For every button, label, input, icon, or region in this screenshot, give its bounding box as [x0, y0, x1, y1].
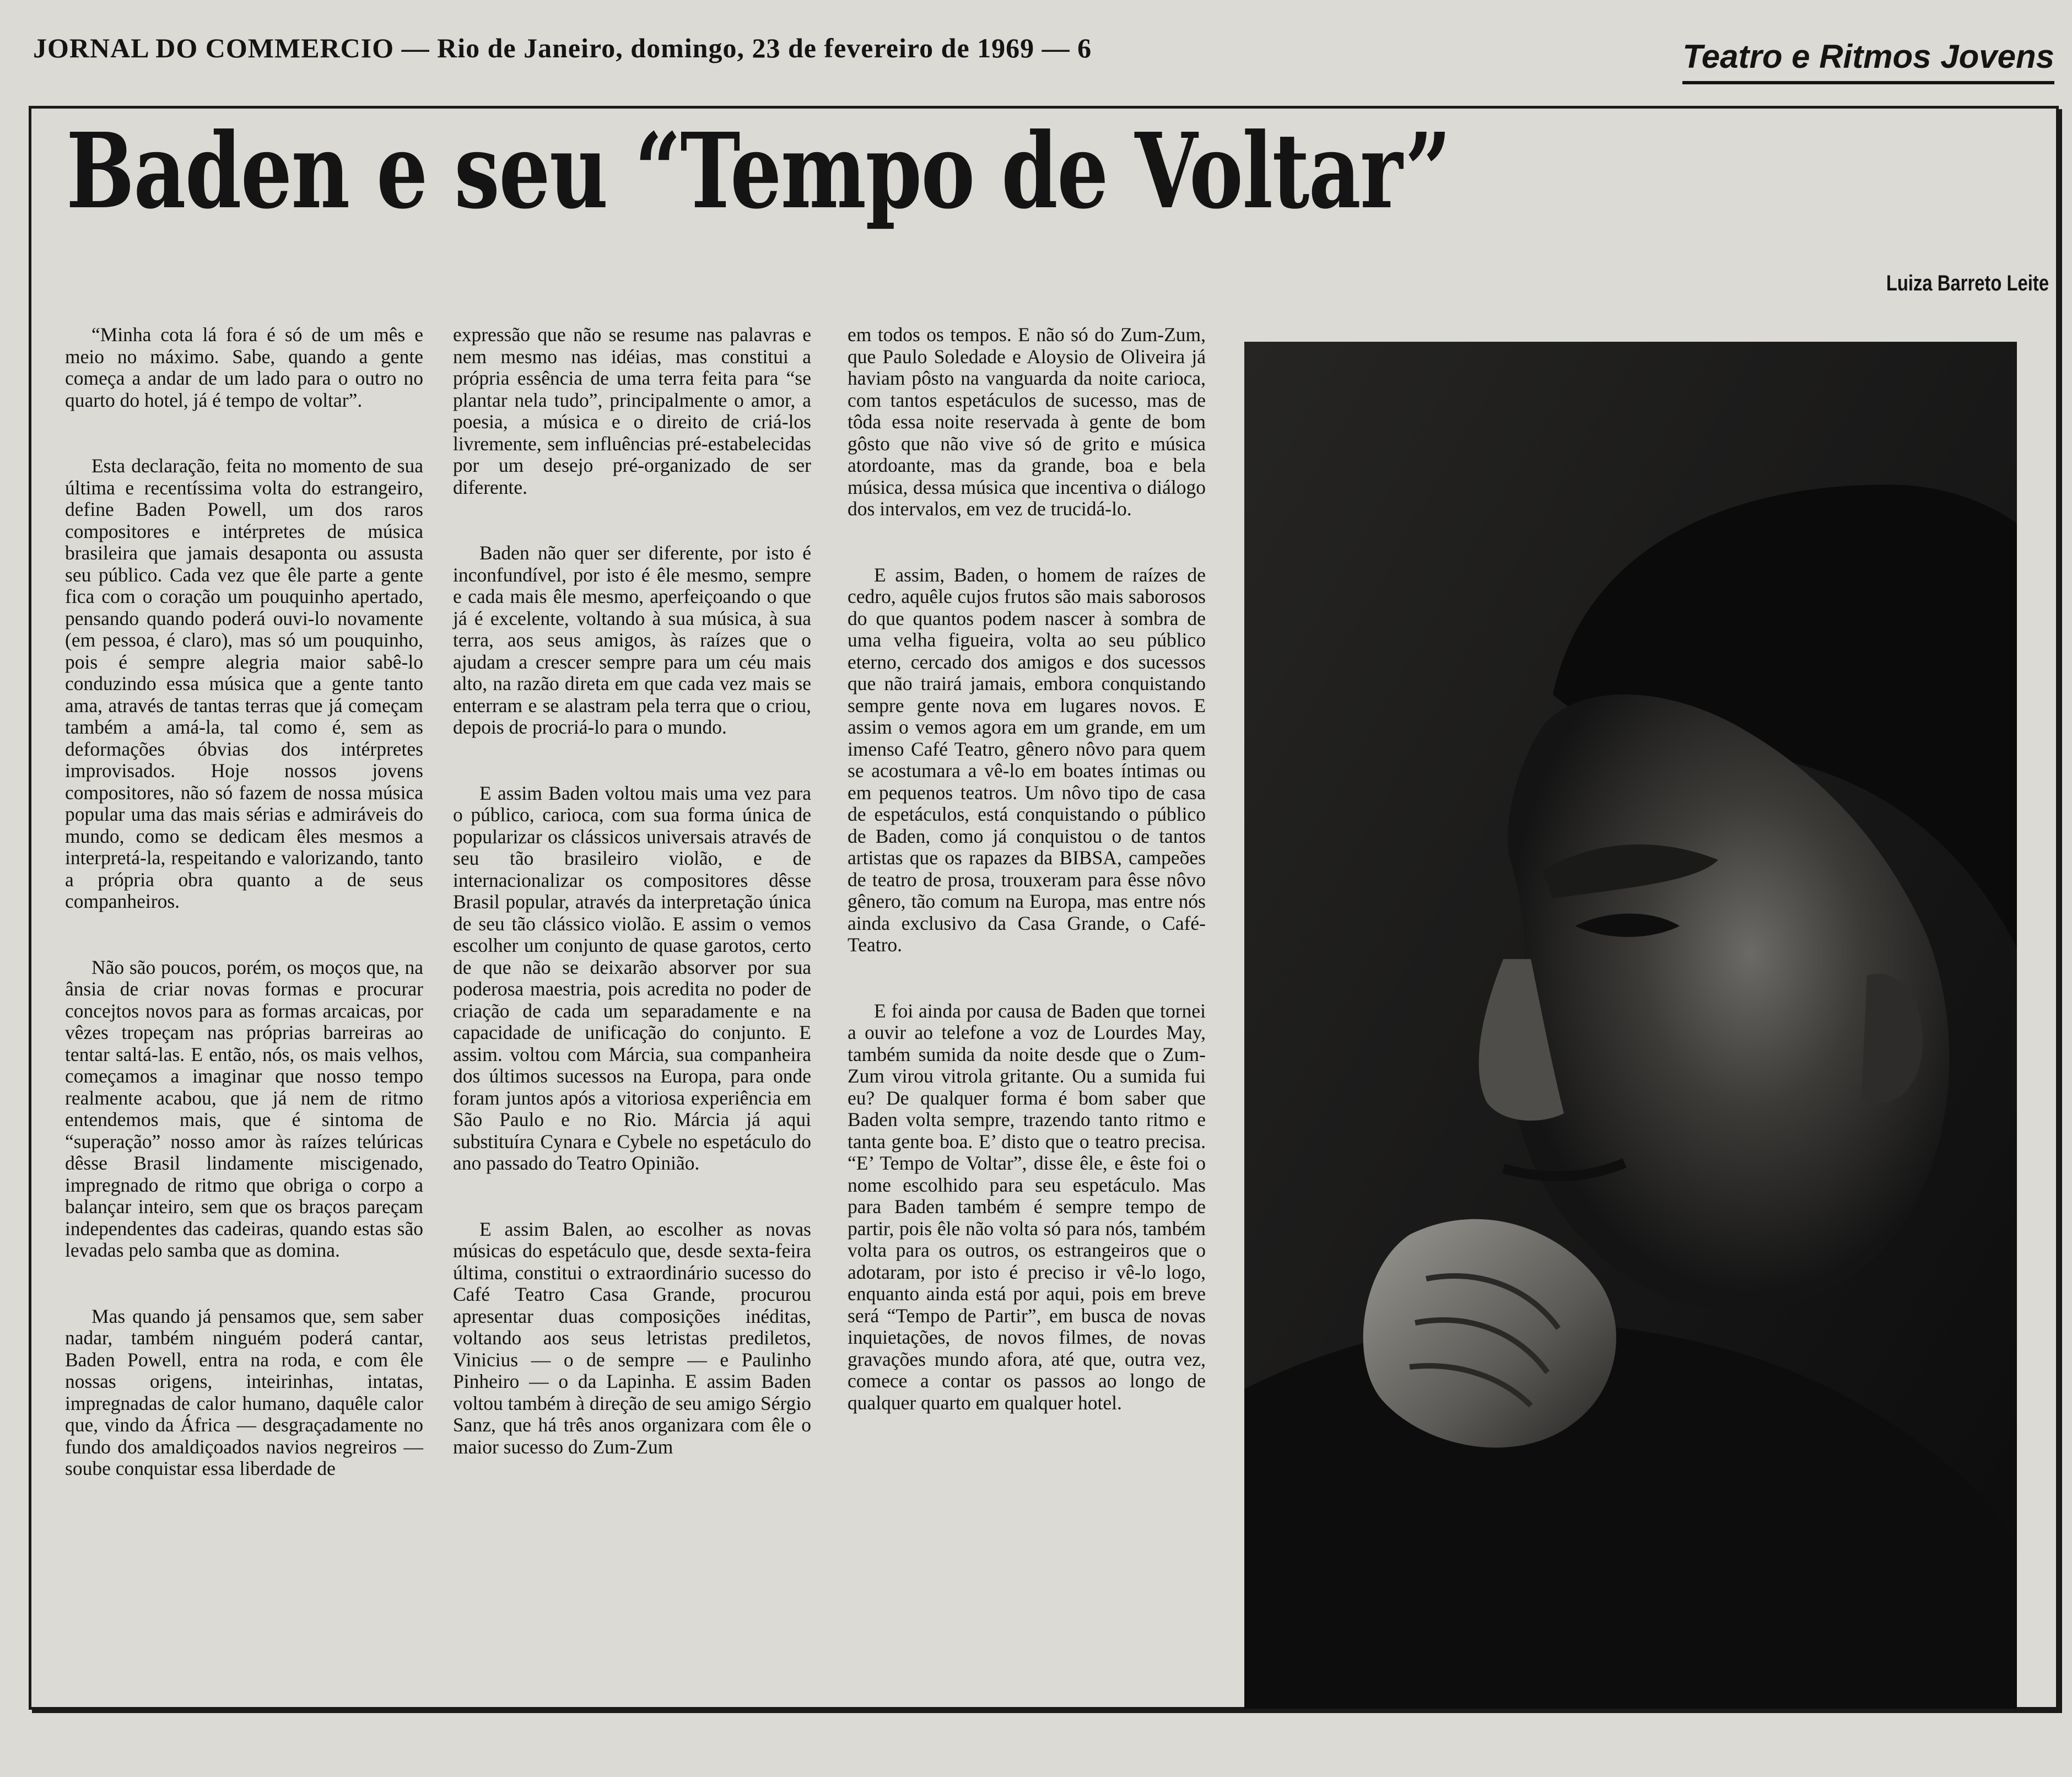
portrait-photo — [1244, 342, 2017, 1709]
paragraph: E foi ainda por causa de Baden que tornei a ouvir ao telefone a voz de Lourdes May, também sumida da noite desde que o Zum-Zum virou vitrola gritante. Ou a sumida fui eu? De qualquer forma é bom saber que Baden volta sempre, trazendo tanto ritmo e tanta gente boa. E’ disto que o teatro precisa. “E’ Tempo de Voltar”, disse êle, e êste foi o nome escolhido para seu espetáculo. Mas para Baden também é sempre tempo de partir, pois êle não volta só para nós, também volta para os outros, os estrangeiros que o adotaram, por isto é preciso ir vê-lo logo, enquanto ainda está por aqui, pois em breve será “Tempo de Partir”, em busca de novas inquietações, de novos filmes, de novas gravações mundo afora, até que, outra vez, comece a contar os passos ao longo de qualquer quarto em qualquer hotel. — [848, 999, 1206, 1414]
portrait-illustration — [1244, 342, 2017, 1709]
section-tag: Teatro e Ritmos Jovens — [1682, 37, 2054, 84]
paragraph: em todos os tempos. E não só do Zum-Zum, que Paulo Soledade e Aloysio de Oliveira já haviam pôsto na vanguarda da noite carioca, com tantos espetáculos de sucesso, mas de tôda essa noite reservada à gente de bom gôsto que não vive só de grito e música atordoante, mas da grande, boa e bela música, dessa música que incentiva o diálogo dos intervalos, em vez de trucidá-lo. — [848, 324, 1206, 520]
headline: Baden e seu “Tempo de Voltar” — [66, 110, 1451, 232]
paragraph: Esta declaração, feita no momento de sua última e recentíssima volta do estrangeiro, define Baden Powell, um dos raros compositores e intérpretes de música brasileira que jamais desaponta ou assusta seu público. Cada vez que êle parte a gente fica com o coração um pouquinho apertado, pensando quando poderá ouvi-lo novamente (em pessoa, é claro), mas só um pouquinho, pois é sempre alegria maior sabê-lo conduzindo essa música que a gente tanto ama, através de tantas terras que já começam também a amá-la, tal como é, sem as deformações óbvias dos intérpretes improvisados. Hoje nossos jovens compositores, não só fazem de nossa música popular uma das mais sérias e admiráveis do mundo, como se dedicam êles mesmos a interpretá-la, respeitando e valorizando, tanto a própria obra quanto a de seus companheiros. — [65, 455, 423, 912]
article-column-3 — [848, 324, 1206, 1414]
masthead: JORNAL DO COMMERCIO — Rio de Janeiro, domingo, 23 de fevereiro de 1969 — 6 — [33, 33, 1092, 63]
paragraph: Mas quando já pensamos que, sem saber nadar, também ninguém poderá cantar, Baden Powell, entra na roda, e com êle nossas origens, inteirinhas, intatas, impregnadas de calor humano, daquêle calor que, vindo da África — desgraçadamente no fundo dos amaldiçoados navios negreiros — soube conquistar essa liberdade de — [65, 1305, 423, 1479]
byline: Luiza Barreto Leite — [1886, 271, 2049, 295]
paragraph: Baden não quer ser diferente, por isto é inconfundível, por isto é êle mesmo, sempre e cada mais êle mesmo, aperfeiçoando o que já é excelente, voltando à sua música, à sua terra, aos seus amigos, às raízes que o ajudam a crescer sempre para um céu mais alto, na razão direta em que cada vez mais se enterram e se alastram pela terra que o criou, depois de procriá-lo para o mundo. — [453, 542, 811, 738]
paragraph: expressão que não se resume nas palavras e nem mesmo nas idéias, mas constitui a própria essência de uma terra feita para “se plantar nela tudo”, principalmente o amor, a poesia, a música e o direito de criá-los livremente, sem influências pré-estabelecidas por um desejo pré-organizado de ser diferente. — [453, 324, 811, 498]
article-column-2 — [453, 324, 811, 1458]
paragraph: E assim, Baden, o homem de raízes de cedro, aquêle cujos frutos são mais saborosos do que quantos podem nascer à sombra de uma velha figueira, volta ao seu público eterno, cercado dos amigos e dos sucessos que não trairá jamais, embora conquistando sempre gente nova em lugares novos. E assim o vemos agora em um grande, em um imenso Café Teatro, gênero nôvo para quem se acostumara a vê-lo em boates íntimas ou em pequenos teatros. Um nôvo tipo de casa de espetáculos, está conquistando o público de Baden, como já conquistou o de tantos artistas que os rapazes da BIBSA, campeões de teatro de prosa, trouxeram para êsse nôvo gênero, tão comum na Europa, mas entre nós ainda exclusivo da Casa Grande, o Café-Teatro. — [848, 563, 1206, 956]
article-column-1 — [65, 324, 423, 1480]
paragraph: Não são poucos, porém, os moços que, na ânsia de criar novas formas e procurar concejtos novos para as formas arcaicas, por vêzes tropeçam nas próprias barreiras ao tentar saltá-las. E então, nós, os mais velhos, começamos a imaginar que nosso tempo realmente acabou, que já nem de ritmo entendemos mais, que é sintoma de “superação” nosso amor às raízes telúricas dêsse Brasil lindamente miscigenado, impregnado de ritmo que obriga o corpo a balançar inteiro, sem que os braços pareçam independentes das cadeiras, quando estas são levadas pelo samba que as domina. — [65, 956, 423, 1261]
paragraph: E assim Balen, ao escolher as novas músicas do espetáculo que, desde sexta-feira última, constitui o extraordinário sucesso do Café Teatro Casa Grande, procurou apresentar duas composições inéditas, voltando aos seus letristas prediletos, Vinicius — o de sempre — e Paulinho Pinheiro — o da Lapinha. E assim Baden voltou também à direção de seu amigo Sérgio Sanz, que há três anos organizara com êle o maior sucesso do Zum-Zum — [453, 1218, 811, 1458]
paragraph: “Minha cota lá fora é só de um mês e meio no máximo. Sabe, quando a gente começa a andar de um lado para o outro no quarto do hotel, já é tempo de voltar”. — [65, 324, 423, 411]
paragraph: E assim Baden voltou mais uma vez para o público, carioca, com sua forma única de popularizar os clássicos universais através de seu tão brasileiro violão, e de internacionalizar os compositores dêsse Brasil popular, através da interpretação única de seu tão clássico violão. E assim o vemos escolher um conjunto de quase garotos, certo de que não se deixarão absorver por sua poderosa maestria, pois acredita no poder de criação de cada um separadamente e na capacidade de unificação do conjunto. E assim. voltou com Márcia, sua companheira dos últimos sucessos na Europa, para onde foram juntos após a vitoriosa experiência em São Paulo e no Rio. Márcia já aqui substituíra Cynara e Cybele no espetáculo do ano passado do Teatro Opinião. — [453, 782, 811, 1174]
